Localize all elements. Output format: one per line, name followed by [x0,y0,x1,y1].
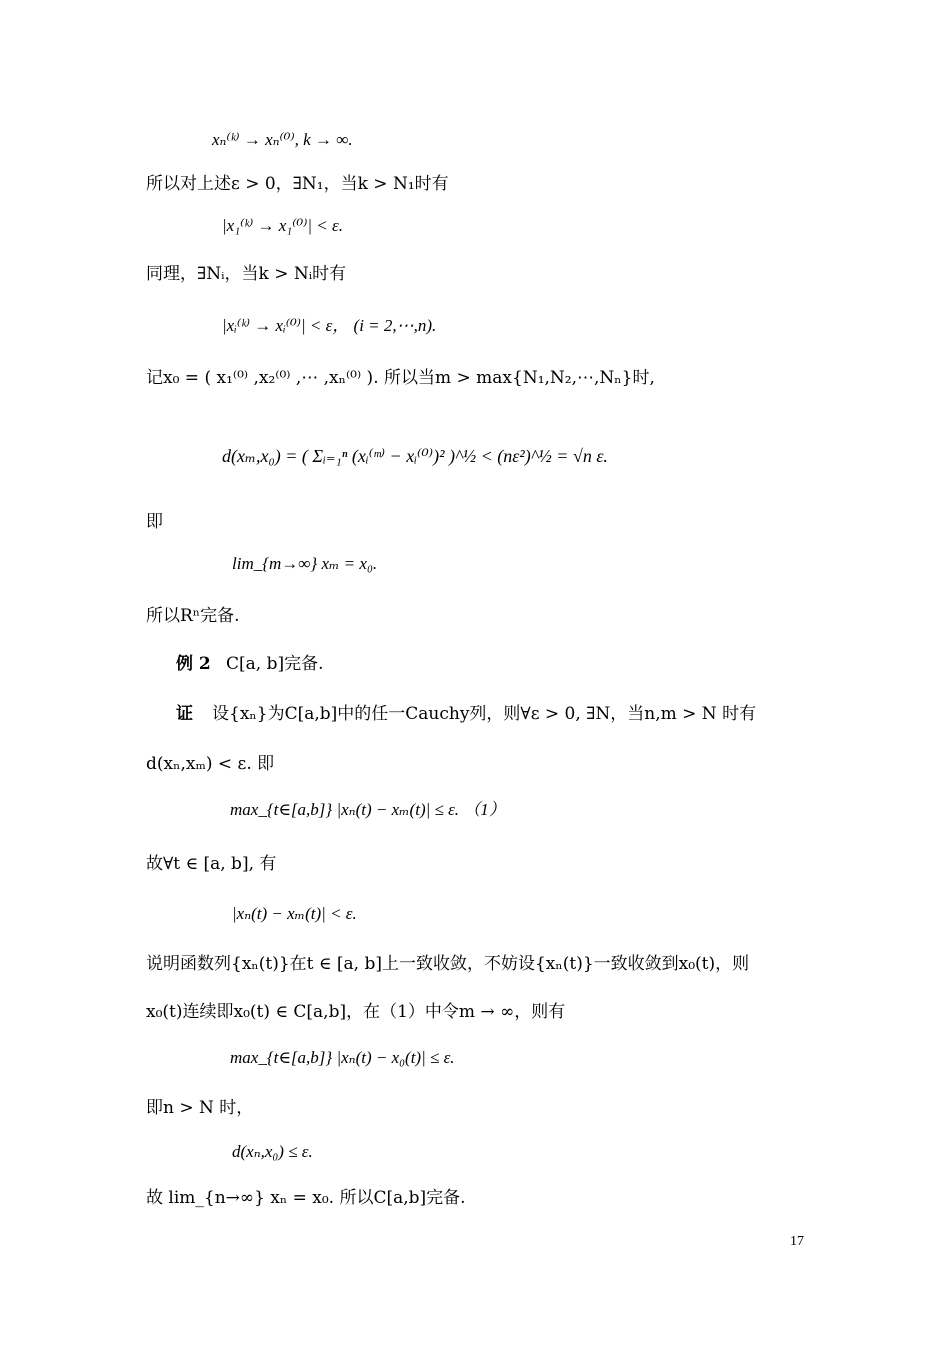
formula-line-18: |xₙ(t) − xₘ(t)| < ε. [232,904,357,923]
text-line-22: 即n > N 时， [146,1098,254,1118]
formula-line-7: d(xₘ,x₀) = ( Σᵢ₌₁ⁿ (xᵢ⁽ᵐ⁾ − xᵢ⁽⁰⁾)² )^½ < (nε²)^½ = √n ε. [222,446,608,466]
example-statement: C[a, b]完备. [226,654,324,674]
text-line-20: x₀(t)连续即x₀(t) ∈ C[a,b]，在（1）中令m → ∞，则有 [146,1002,566,1022]
text-line-15: d(xₙ,xₘ) < ε. 即 [146,754,275,774]
text-line-14: 设{xₙ}为C[a,b]中的任一Cauchy列，则∀ε > 0, ∃N，当n,m > N 时有 [212,704,757,724]
formula-line-5: |xᵢ⁽ᵏ⁾ → xᵢ⁽⁰⁾| < ε， (i = 2,⋯,n). [222,316,437,335]
formula-line-3: |x₁⁽ᵏ⁾ → x₁⁽⁰⁾| < ε. [222,216,343,235]
text-line-10: 所以Rⁿ完备. [146,606,240,626]
text-line-24: 故 lim_{n→∞} xₙ = x₀. 所以C[a,b]完备. [146,1188,466,1208]
example-label: 例 2 [176,654,211,674]
formula-line-16: max_{t∈[a,b]} |xₙ(t) − xₘ(t)| ≤ ε. （1） [230,800,506,819]
formula-line-9: lim_{m→∞} xₘ = x₀. [232,554,378,573]
page-number: 17 [790,1234,804,1249]
text-line-4: 同理，∃Nᵢ，当k > Nᵢ时有 [146,264,347,284]
formula-line-23: d(xₙ,x₀) ≤ ε. [232,1142,313,1161]
text-line-17: 故∀t ∈ [a, b], 有 [146,854,277,874]
text-line-2: 所以对上述ε > 0，∃N₁，当k > N₁时有 [146,174,449,194]
text-line-6: 记x₀ = ( x₁⁽⁰⁾ ,x₂⁽⁰⁾ ,⋯ ,xₙ⁽⁰⁾ ). 所以当m > max{N₁,N₂,⋯,Nₙ}时, [146,368,655,388]
text-line-19: 说明函数列{xₙ(t)}在t ∈ [a, b]上一致收敛，不妨设{xₙ(t)}一致收敛到x₀(t)，则 [146,954,750,974]
formula-line-1: xₙ⁽ᵏ⁾ → xₙ⁽⁰⁾, k → ∞. [212,130,353,149]
text-line-8: 即 [146,512,163,532]
formula-line-21: max_{t∈[a,b]} |xₙ(t) − x₀(t)| ≤ ε. [230,1048,455,1067]
proof-label: 证 [176,704,193,724]
